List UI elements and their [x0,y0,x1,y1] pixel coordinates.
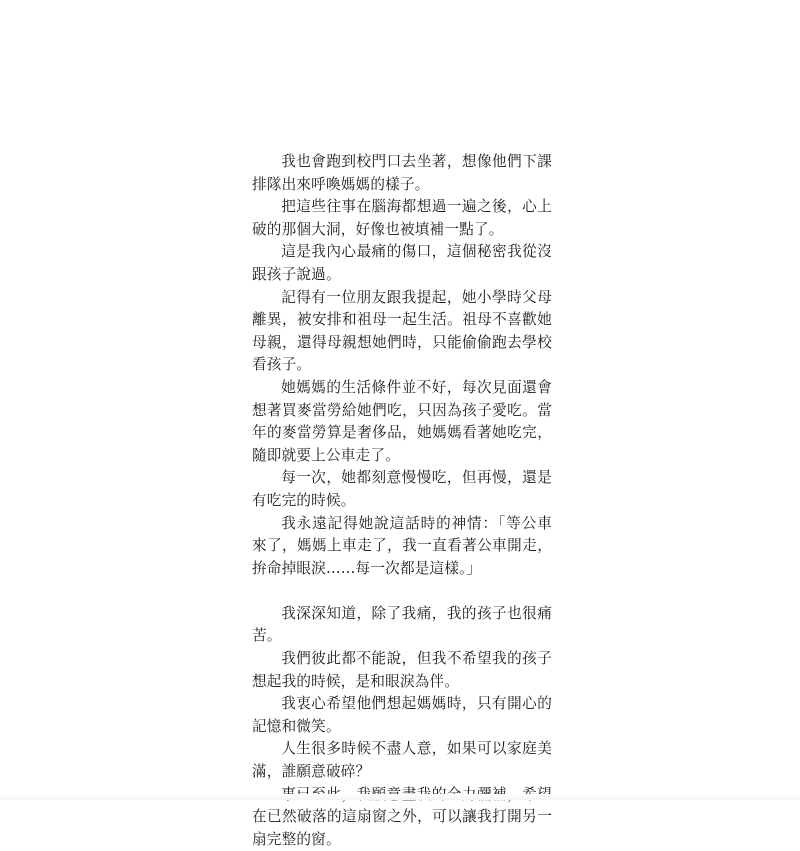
text-section-1 [252,151,552,580]
paragraph: 我也會跑到校門口去坐著，想像他們下課排隊出來呼喚媽媽的樣子。 [252,153,552,193]
paragraph: 這是我內心最痛的傷口，這個秘密我從沒跟孩子說過。 [252,243,552,283]
text-section-2 [252,603,552,851]
paragraph: 她媽媽的生活條件並不好，每次見面還會想著買麥當勞給她們吃，只因為孩子愛吃。當年的麥當勞算是奢侈品，她媽媽看著她吃完，隨即就要上公車走了。 [252,378,552,464]
paragraph: 每一次，她都刻意慢慢吃，但再慢，還是有吃完的時候。 [252,469,552,509]
body-text [252,151,552,851]
paragraph: 我永遠記得她說這話時的神情：「等公車來了，媽媽上車走了，我一直看著公車開走，拚命掉眼淚……每一次都是這樣。」 [252,514,552,577]
paragraph: 我們彼此都不能說，但我不希望我的孩子想起我的時候，是和眼淚為伴。 [252,650,552,690]
page-bottom-shade [0,794,800,800]
paragraph: 在已然破落的這扇窗之外，可以讓我打開另一扇完整的窗。 [252,808,552,848]
paragraph: 人生很多時候不盡人意，如果可以家庭美滿，誰願意破碎？ [252,740,552,781]
paragraph: 記得有一位朋友跟我提起，她小學時父母離異，被安排和祖母一起生活。祖母不喜歡她母親，還得母親想她們時，只能偷偷跑去學校看孩子。 [252,288,552,374]
paragraph: 我衷心希望他們想起媽媽時，只有開心的記憶和微笑。 [252,695,552,735]
paragraph: 我深深知道，除了我痛，我的孩子也很痛苦。 [252,604,552,645]
paragraph: 把這些往事在腦海都想過一遍之後，心上破的那個大洞，好像也被填補一點了。 [252,198,552,238]
